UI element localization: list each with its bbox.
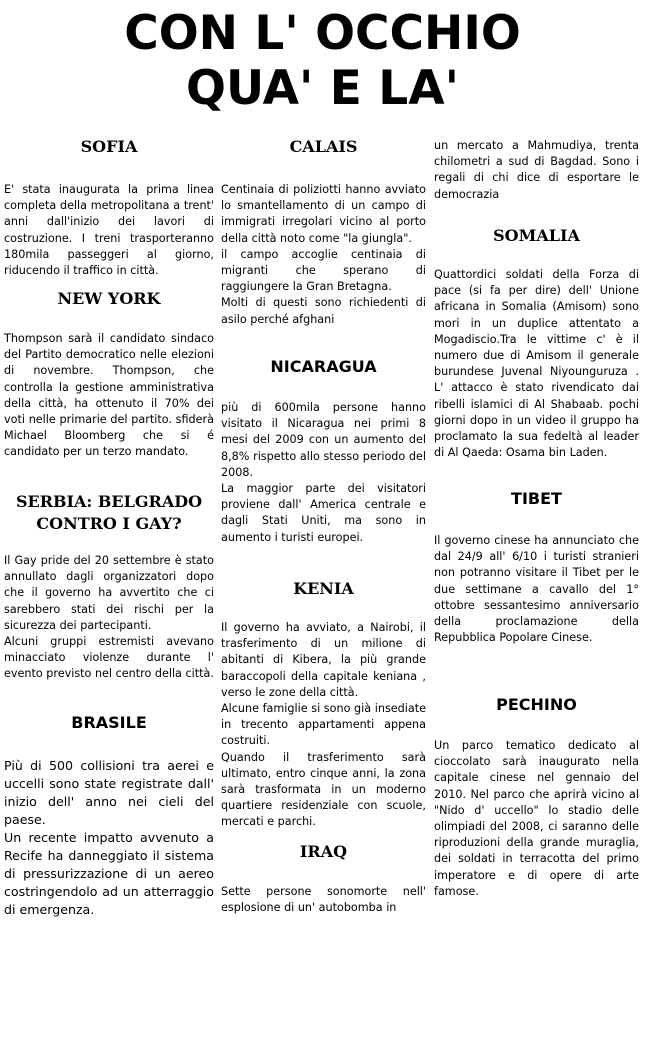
paragraph: Centinaia di poliziotti hanno avviato lo smantellamento di un campo di immigrati irregolari vicino al porto della città noto come "la giungla".	[221, 183, 426, 245]
paragraph: un mercato a Mahmudiya, trenta chilometri a sud di Bagdad. Sono i regali di chi dice di esportare le democrazia	[434, 139, 639, 201]
article-body	[4, 182, 214, 279]
paragraph: Il Gay pride del 20 settembre è stato annullato dagli organizzatori dopo che il governo ha avvertito che ci sarebbero stati dei rischi per la sicurezza dei partecipanti.	[4, 554, 214, 632]
article-body	[434, 533, 639, 646]
headline-sofia: SOFIA	[80, 137, 138, 156]
article-serbia	[4, 491, 214, 683]
headline-iraq: IRAQ	[299, 842, 348, 861]
headline-tibet: TIBET	[511, 489, 562, 508]
headline-pechino: PECHINO	[496, 695, 577, 714]
masthead-line-1: CON L' OCCHIO	[124, 6, 521, 61]
paragraph: Quattordici soldati della Forza di pace (si fa per dire) dell' Unione africana in Somalia (Amisom) sono mori in un duplice attentato a Mogadiscio.Tra le vittime c' è il numero due di Amisom il generale burundese Juvenal Niyounguruza . L' attacco è stato rivendicato dai ribelli islamici di Al Shabaab. pochi giorni dopo in un video il gruppo ha proclamato la sua fedeltà al leader di Al Qaeda: Osama bin Laden.	[434, 268, 639, 460]
headline-serbia: SERBIA: BELGRADO CONTRO I GAY?	[15, 492, 203, 533]
headline-brasile: BRASILE	[71, 713, 147, 732]
article-body	[4, 331, 214, 461]
paragraph: La maggior parte dei visitatori proviene dall' America centrale e dagli Stati Uniti, ma sono in aumento i turisti europei.	[221, 482, 426, 544]
article-iraq	[221, 841, 426, 916]
paragraph: Il governo cinese ha annunciato che dal 24/9 all' 6/10 i turisti stranieri non potranno visitare il Tibet per le due settimane a cavallo del 1° ottobre sessantesimo anniversario della proclamazione della Repubblica Popolare Cinese.	[434, 534, 639, 645]
masthead-line-2: QUA' E LA'	[186, 61, 459, 116]
article-nicaragua	[221, 356, 426, 546]
article-body	[434, 138, 639, 203]
article-pechino	[434, 694, 639, 900]
article-new-york	[4, 288, 214, 461]
article-body	[434, 738, 639, 900]
paragraph: Un recente impatto avvenuto a Recife ha danneggiato il sistema di pressurizzazione di un aereo costringendolo ad un atterraggio di emergenza.	[4, 830, 214, 917]
paragraph: Thompson sarà il candidato sindaco del Partito democratico nelle elezioni di novembre. Thompson, che controlla la gestione amministrativa della città, ha ottenuto il 70% dei voti nelle primarie del partito. sfiderà Michael Bloomberg che si é candidato per un terzo mandato.	[4, 332, 214, 459]
article-body	[434, 267, 639, 461]
paragraph: Un parco tematico dedicato al cioccolato sarà inaugurato nella capitale cinese nel gennaio del 2010. Nel parco che aprirà vicino al "Nido d' uccello" lo stadio delle olimpiadi del 2008, ci saranno delle riproduzioni della grande muraglia, dei soldati in terracotta del primo imperatore e di opere di arte famose.	[434, 739, 639, 898]
masthead-title	[0, 6, 645, 116]
article-body	[221, 620, 426, 831]
article-calais	[221, 136, 426, 328]
article-kenia	[221, 578, 426, 831]
paragraph: Alcune famiglie si sono già insediate in trecento appartamenti appena costruiti.	[221, 702, 426, 748]
article-sofia	[4, 136, 214, 279]
headline-calais: CALAIS	[289, 137, 358, 156]
article-body	[221, 182, 426, 328]
headline-kenia: KENIA	[293, 579, 354, 598]
article-tibet	[434, 488, 639, 646]
article-brasile	[4, 712, 214, 919]
paragraph: Alcuni gruppi estremisti avevano minacciato violenze durante l' evento previsto nel centro della città.	[4, 635, 214, 681]
headline-new-york: NEW YORK	[57, 289, 161, 308]
headline-nicaragua: NICARAGUA	[270, 357, 377, 376]
paragraph: Il governo ha avviato, a Nairobi, il trasferimento di un milione di abitanti di Kibera, la più grande baraccopoli della capitale keniana , verso le zone della città.	[221, 621, 426, 699]
article-somalia	[434, 225, 639, 461]
headline-somalia: SOMALIA	[493, 226, 580, 245]
paragraph: Quando il trasferimento sarà ultimato, entro cinque anni, la zona sarà trasformata in un moderno quartiere residenziale con scuole, mercati e parchi.	[221, 750, 426, 829]
paragraph: il campo accoglie centinaia di migranti che sperano di raggiungere la Gran Bretagna.	[221, 247, 426, 294]
paragraph: Molti di questi sono richiedenti di asilo perché afghani	[221, 296, 426, 326]
article-body	[4, 553, 214, 683]
paragraph: E' stata inaugurata la prima linea completa della metropolitana a trent' anni dall'inizio dei lavori di costruzione. I treni trasporteranno 180mila passeggeri al giorno, riducendo il traffico in città.	[4, 183, 214, 278]
paragraph: Sette persone sonomorte nell' esplosione di un' autobomba in	[221, 885, 426, 915]
article-body	[4, 757, 214, 919]
paragraph: Più di 500 collisioni tra aerei e uccelli sono state registrate dall' inizio dell' anno nei cieli del paese.	[4, 758, 214, 827]
article-body	[221, 400, 426, 546]
article-iraq-continued	[434, 138, 639, 203]
article-body	[221, 884, 426, 916]
paragraph: più di 600mila persone hanno visitato il Nicaragua nei primi 8 mesi del 2009 con un aumento del 8,8% rispetto allo stesso periodo del 2008.	[221, 401, 426, 479]
